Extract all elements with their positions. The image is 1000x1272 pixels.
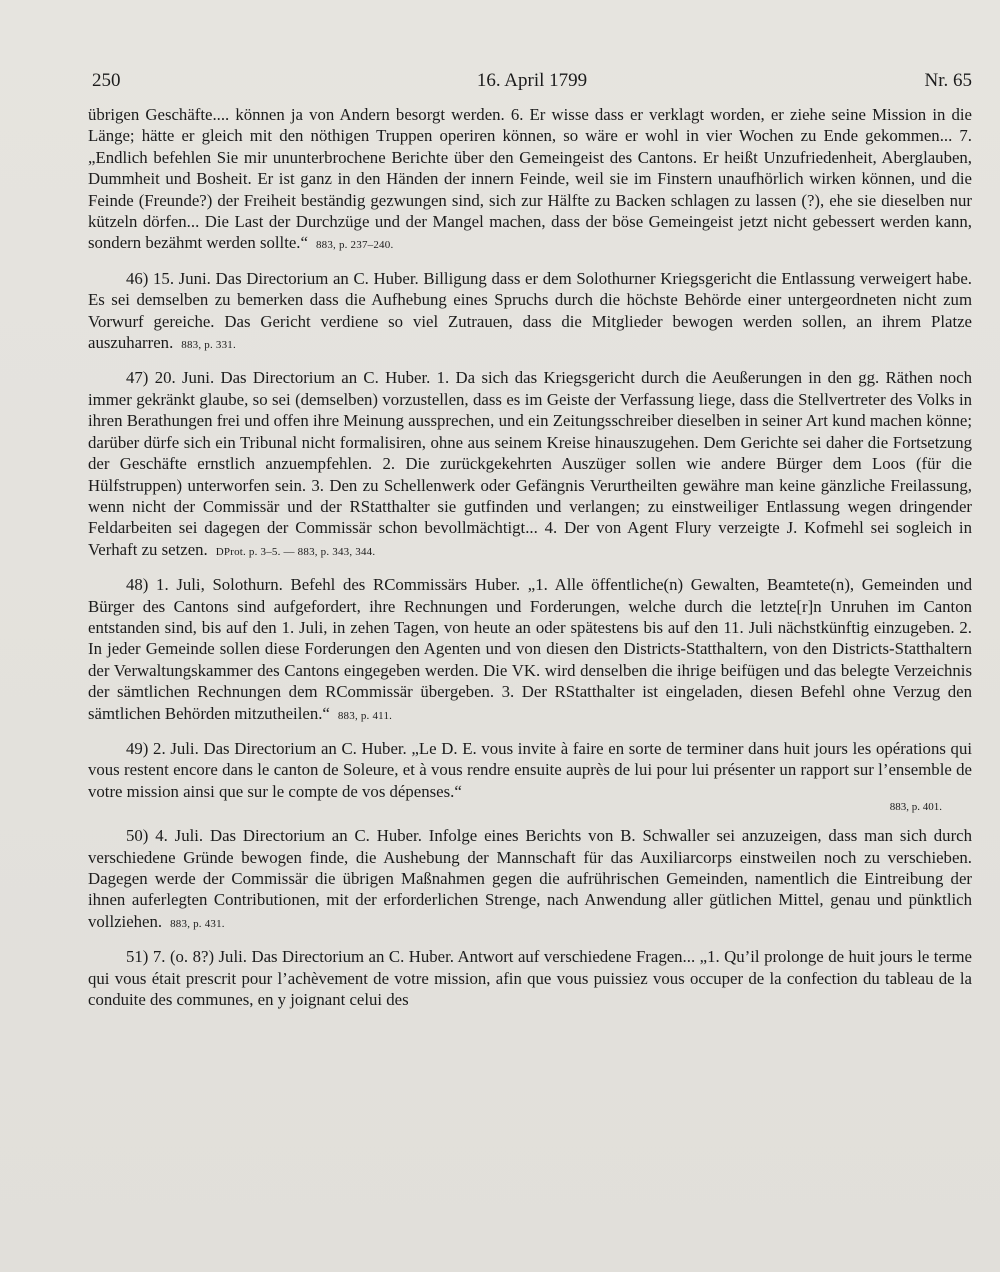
entry-47 bbox=[88, 367, 972, 563]
paragraph-text: 50) 4. Juli. Das Directorium an C. Huber. Infolge eines Berichts von B. Schwaller sei anzuzeigen, dass man sich durch verschiedene Gründe bewogen finde, die Aushebung der Mannschaft für das Auxiliarcorps einstweilen noch zu verschieben. Dagegen werde der Commissär die übrigen Maßnahmen gegen die aufrührischen Gemeinden, namentlich die Eintreibung der ihnen auferlegten Contributionen, mit der erforderlichen Strenge, nach Anwendung aller gütlichen Mittel, genau und pünktlich vollziehen. bbox=[88, 826, 972, 931]
paragraph-continuation bbox=[88, 104, 972, 257]
entry-48 bbox=[88, 574, 972, 727]
document-number: Nr. 65 bbox=[924, 70, 972, 91]
page-header bbox=[92, 70, 972, 98]
paragraph-text: übrigen Geschäfte.... können ja von Andern besorgt werden. 6. Er wisse dass er verklagt worden, er ziehe seine Mission in die Länge; hätte er gleich mit den nöthigen Truppen operiren können, so wäre er wohl in vier Wochen zu Ende gekommen... 7. „Endlich befehlen Sie mir ununterbrochene Berichte über den Gemeingeist des Cantons. Er heißt Unzufriedenheit, Aberglauben, Dummheit und Bosheit. Er ist ganz in den Händen der innern Feinde, weil sie im Finstern unaufhörlich wirken können, und die Feinde (Freunde?) der Freiheit beständig gezwungen sind, sich zur Hälfte zu Backen schlagen zu lassen (?), ehe sie dieselben nur kützeln dörfen... Die Last der Durchzüge und der Mangel machen, dass der böse Gemeingeist jetzt nicht gebessert werden kann, sondern bezähmt werden sollte.“ bbox=[88, 105, 972, 253]
source-reference: 883, p. 431. bbox=[170, 917, 225, 930]
paragraph-text: 46) 15. Juni. Das Directorium an C. Huber. Billigung dass er dem Solothurner Kriegsgericht die Entlassung verweigert habe. Es sei demselben zu bemerken dass die Aufhebung eines Spruchs durch die höchste Behörde einer untergeordneten nicht zum Vorwurf gereiche. Das Gericht verdiene so viel Zutrauen, dass die Mitglieder bewogen werden sollen, an ihrem Platze auszuharren. bbox=[88, 268, 972, 353]
document-body bbox=[88, 104, 972, 1021]
source-reference: 883, p. 401. bbox=[889, 801, 942, 814]
entry-49 bbox=[88, 738, 972, 814]
page-number: 250 bbox=[92, 70, 121, 91]
source-reference: 883, p. 237–240. bbox=[315, 239, 394, 252]
entry-51 bbox=[88, 946, 972, 1010]
entry-50 bbox=[88, 825, 972, 935]
entry-46 bbox=[88, 268, 972, 357]
source-reference: 883, p. 331. bbox=[181, 339, 236, 352]
paragraph-text: 51) 7. (o. 8?) Juli. Das Directorium an C. Huber. Antwort auf verschiedene Fragen... „1. Qu’il prolonge de huit jours le terme qui vous était prescrit pour l’achèvement de votre mission, afin que vous puissiez vous occuper de la confection du tableau de la conduite des communes, en y joignant celui des bbox=[88, 947, 972, 1010]
source-reference: DProt. p. 3–5. — 883, p. 343, 344. bbox=[215, 545, 376, 558]
header-date: 16. April 1799 bbox=[476, 70, 588, 91]
source-reference: 883, p. 411. bbox=[337, 709, 393, 722]
paragraph-text: 47) 20. Juni. Das Directorium an C. Huber. 1. Da sich das Kriegsgericht durch die Aeußerungen in den gg. Räthen noch immer gekränkt glaube, so sei (demselben) vorzustellen, dass es im Geiste der Verfassung liege, dass die Stellvertreter des Volks in ihren Berathungen frei und offen ihre Meinung aussprechen, und ein Zeitungsschreiber dieselben in seiner Art kund machen könne; darüber dürfe sich ein Tribunal nicht formalisiren, ohne aus seinem Kreise hinauszugehen. Dem Gerichte sei daher die Fortsetzung der Geschäfte ernstlich anzuempfehlen. 2. Die zurückgekehrten Auszüger sollen wie andere Bürger dem Loos (für die Hülfstruppen) unterworfen sein. 3. Den zu Schellenwerk oder Gefängnis Verurtheilten gewähre man keine gänzliche Freilassung, wenn nicht der Commissär und der RStatthalter sie gutfinden und verlangen; zu einstweiliger Entlassung wegen dringender Feldarbeiten sei dagegen der Commissär schon bevollmächtigt... 4. Der von Agent Flury verzeigte J. Kofmehl sei sogleich in Verhaft zu setzen. bbox=[88, 368, 972, 559]
paragraph-text: 48) 1. Juli, Solothurn. Befehl des RCommissärs Huber. „1. Alle öffentliche(n) Gewalten, Beamtete(n), Gemeinden und Bürger des Cantons sind aufgefordert, ihre Rechnungen und Forderungen, welche durch die letzte[r]n Unruhen im Canton entstanden sind, bis auf den 1. Juli, in zehen Tagen, von heute an oder spätestens bis auf den 11. Juli nächstkünftig einzugeben. 2. In jeder Gemeinde sollen diese Forderungen den Agenten und von diesen den Districts-Statthaltern, von den Districts-Statthaltern der Verwaltungskammer des Cantons eingegeben werden. Die VK. wird denselben die ihrige beifügen und das belegte Verzeichnis der sämtlichen Rechnungen dem RCommissär übergeben. 3. Der RStatthalter ist eingeladen, diesen Befehl ohne Verzug den sämtlichen Behörden mitzutheilen.“ bbox=[88, 575, 972, 723]
paragraph-text: 49) 2. Juli. Das Directorium an C. Huber. „Le D. E. vous invite à faire en sorte de terminer dans huit jours les opérations qui vous restent encore dans le canton de Soleure, et à vous rendre ensuite auprès de lui pour lui présenter un rapport sur l’ensemble de votre mission ainsi que sur le compte de vos dépenses.“ bbox=[88, 738, 972, 801]
